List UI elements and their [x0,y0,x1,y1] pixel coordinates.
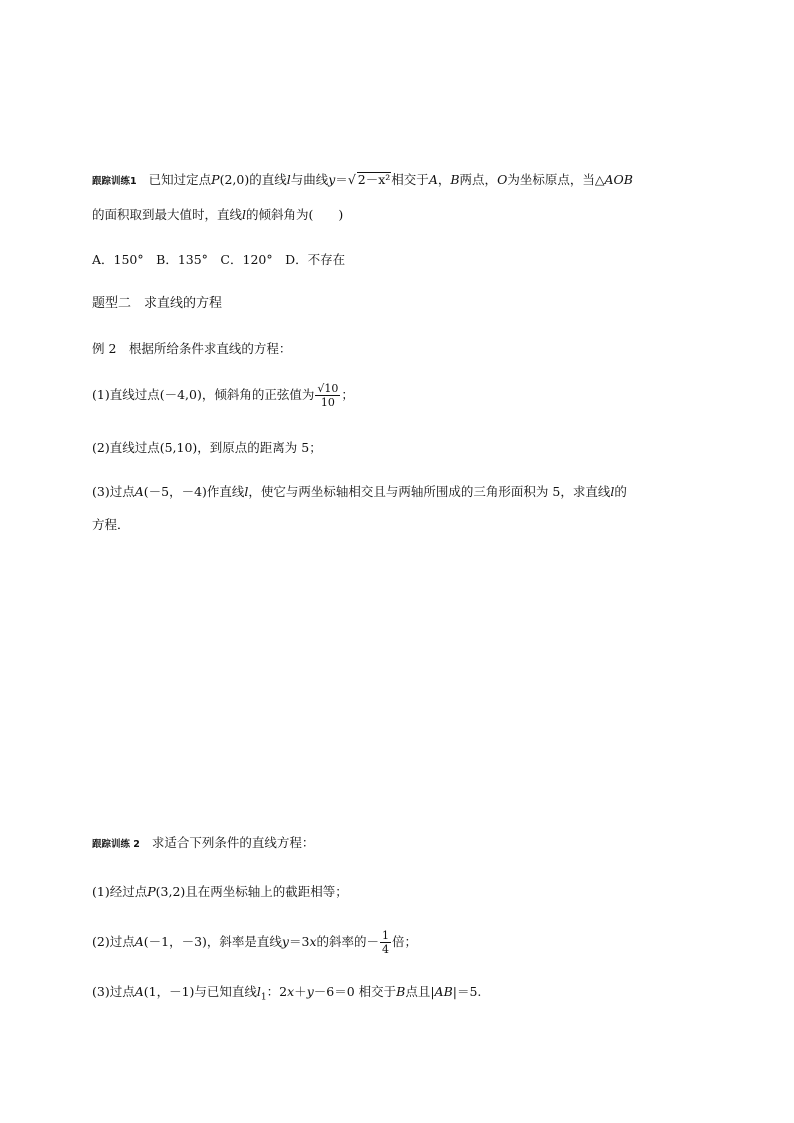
example2-q2: (2)直线过点(5,10)，到原点的距离为 5； [92,440,322,455]
exercise2-q3: (3)过点A(1，－1)与已知直线$l_1$：2x＋y－6＝0 相交于B点且|AB|＝5. [92,984,482,1003]
fraction-one-quarter: $\frac{1}{4}$ [382,929,390,956]
example2-title: 例 2 根据所给条件求直线的方程： [92,341,292,356]
exercise1-tag: 跟踪训练1 [92,176,137,187]
exercise1-options: A．150° B．135° C．120° D．不存在 [92,252,346,267]
example2-q1: (1)直线过点(－4,0)，倾斜角的正弦值为 $\frac{√10}{10}$ ； [92,382,354,409]
exercise1-line1: 跟踪训练1 已知过定点P(2,0)的直线l与曲线y＝√ 2－x²相交于A，B两点，O为坐标原点，当△AOB [92,172,633,187]
sqrt-expression: 2－x² [357,172,391,187]
fraction-sqrt10-over-10: $\frac{√10}{10}$ [317,382,339,409]
exercise2-title-line: 跟踪训练 2 求适合下列条件的直线方程： [92,835,315,850]
section-title: 题型二 求直线的方程 [92,296,223,311]
exercise2-q1: (1)经过点P(3,2)且在两坐标轴上的截距相等； [92,884,348,899]
exercise2-q2: (2)过点A(－1，－3)，斜率是直线y＝3x的斜率的－ $\frac{1}{4}$ 倍； [92,929,418,956]
example2-q3: (3)过点A(－5，－4)作直线l，使它与两坐标轴相交且与两轴所围成的三角形面积为 5，求直线l的 [92,484,627,499]
example2-q3-cont: 方程． [92,517,130,532]
exercise1-line2: 的面积取到最大值时，直线l的倾斜角为( ) [92,207,344,222]
sqrt-symbol: √ [347,172,356,187]
exercise2-tag: 跟踪训练 2 [92,839,140,850]
